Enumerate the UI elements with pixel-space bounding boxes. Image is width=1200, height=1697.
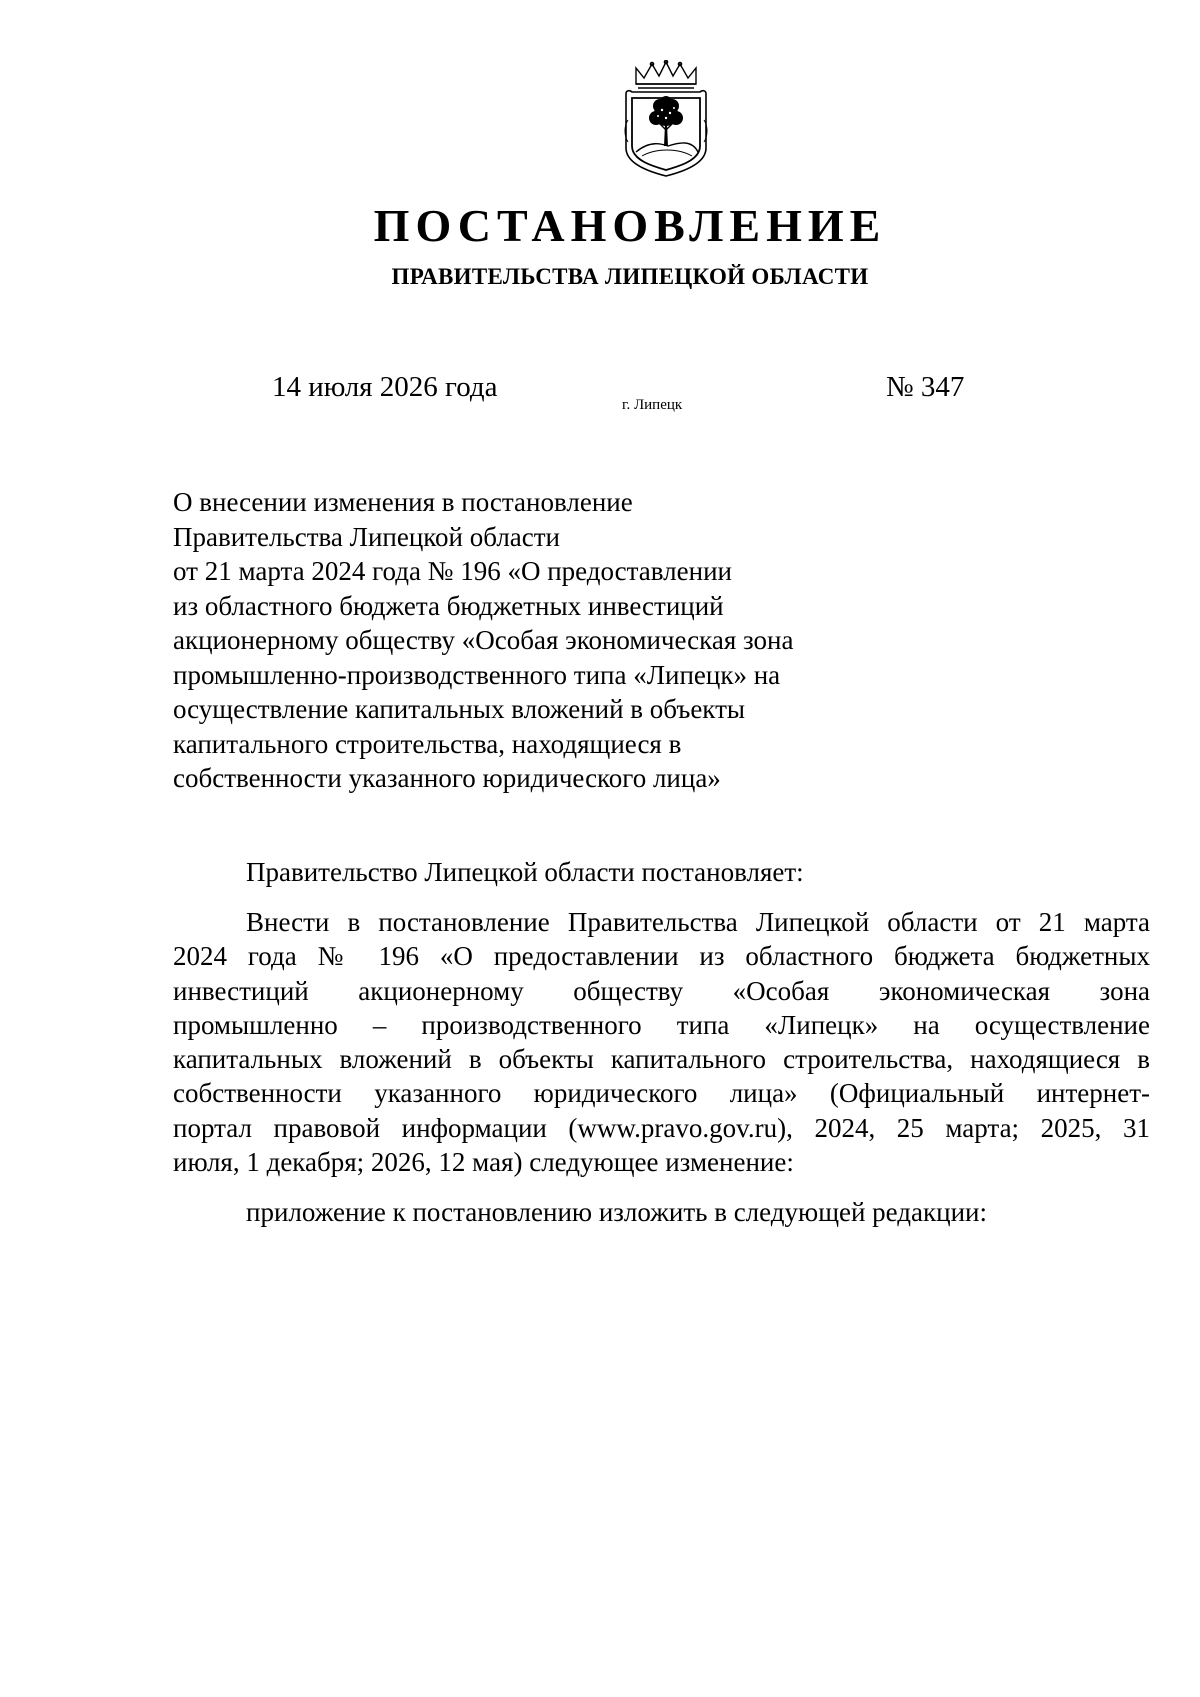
document-city: г. Липецк bbox=[622, 397, 683, 413]
paragraph-line: 2024 года № 196 «О предоставлении из областного бюджета бюджетных bbox=[173, 941, 1150, 972]
issuing-authority-subtitle: ПРАВИТЕЛЬСТВА ЛИПЕЦКОЙ ОБЛАСТИ bbox=[391, 264, 869, 289]
paragraph-line: Внести в постановление Правительства Липецкой области от 21 марта bbox=[246, 907, 1150, 937]
heading-line: из областного бюджета бюджетных инвестиций bbox=[173, 590, 724, 621]
heading-line: капитального строительства, находящиеся в bbox=[173, 728, 682, 759]
intro-paragraph: Правительство Липецкой области постановляет: bbox=[246, 857, 804, 887]
paragraph-line: инвестиций акционерному обществу «Особая экономическая зона bbox=[173, 975, 1150, 1006]
paragraph-line: портал правовой информации (www.pravo.gov.ru), 2024, 25 марта; 2025, 31 bbox=[173, 1112, 1150, 1143]
paragraph-line: промышленно – производственного типа «Липецк» на осуществление bbox=[173, 1009, 1150, 1040]
heading-line: от 21 марта 2024 года № 196 «О предоставлении bbox=[173, 556, 732, 586]
document-date: 14 июля 2026 года bbox=[272, 371, 498, 403]
paragraph-line: капитальных вложений в объекты капитального строительства, находящиеся в bbox=[173, 1044, 1150, 1075]
document-number: № 347 bbox=[886, 371, 965, 403]
main-paragraph bbox=[173, 905, 1150, 1179]
heading-line: акционерному обществу «Особая экономическая зона bbox=[173, 625, 794, 655]
change-paragraph: приложение к постановлению изложить в следующей редакции: bbox=[246, 1197, 987, 1227]
heading-line: Правительства Липецкой области bbox=[173, 521, 561, 552]
document-heading bbox=[173, 485, 933, 796]
paragraph-line: июля, 1 декабря; 2026, 12 мая) следующее изменение: bbox=[173, 1147, 794, 1178]
heading-line: промышленно-производственного типа «Липецк» на bbox=[173, 659, 781, 690]
coat-of-arms-icon bbox=[622, 60, 710, 178]
heading-line: осуществление капитальных вложений в объекты bbox=[173, 694, 746, 724]
document-type-title: ПОСТАНОВЛЕНИЕ bbox=[373, 200, 887, 251]
heading-line: О внесении изменения в постановление bbox=[173, 487, 633, 517]
heading-line: собственности указанного юридического лица» bbox=[173, 763, 721, 793]
paragraph-line: собственности указанного юридического лица» (Официальный интернет- bbox=[173, 1078, 1150, 1109]
